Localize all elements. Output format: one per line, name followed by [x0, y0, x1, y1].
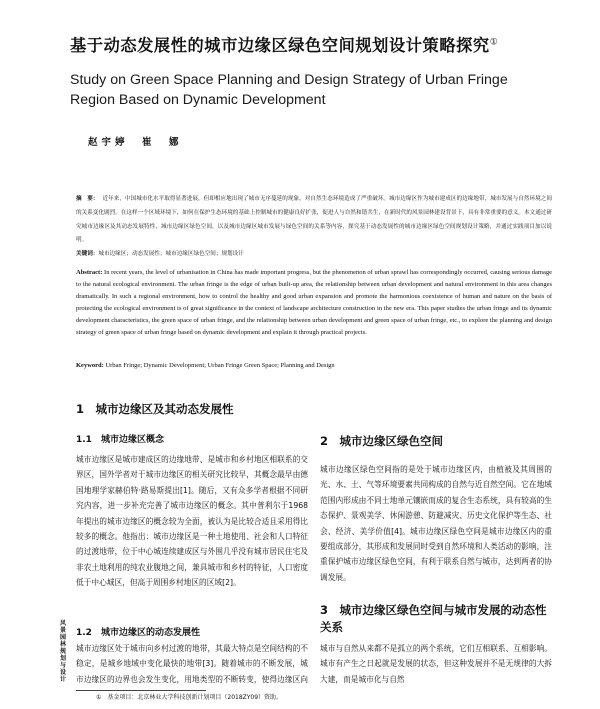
keywords-cn-text: 城市边缘区；动态发展性；城市边缘区绿色空间；规划设计 — [98, 251, 244, 257]
footnote-divider — [76, 690, 206, 691]
abstract-cn — [76, 193, 552, 248]
abstract-en-label: Abstract: — [76, 269, 103, 276]
section-3-text: 城市与自然从来都不是孤立的两个系统，它们互相联系、互相影响。城市有产生之日起就是发展的状态，但这种发展并不是无规律的大拆大建，而是城市化与自然 — [320, 644, 552, 684]
keywords-cn-label: 关键词： — [76, 251, 99, 257]
abstract-cn-label: 摘 要： — [76, 196, 99, 202]
abstract-en-text: In recent years, the level of urbanisation in China has made important progress, but the phenomenon of urban sprawl has correspondingly occurred, causing serious damage to the natural ecological environment. The urban fringe is the edge of urban built-up area, the relationship between urban development and natural environment in this area changes dramatically. In such a regional environment, how to control the healthy and good urban expansion and promote the harmonious coexistence of human and nature on the basis of protecting the ecological environment is of great significance in the context of landscape architecture construction in the new era. This paper studies the urban fringe and its dynamic development characteristics, the green space of urban fringe, and the relationship between urban development and green space of urban fringe, etc., to explore the planning and design strategy of green space of urban fringe based on dynamic development and explain it through practical projects. — [76, 269, 553, 336]
title-footnote-mark: ① — [489, 37, 499, 48]
section-2-heading: 2 城市边缘区绿色空间 — [320, 434, 444, 448]
section-1-2-text: 城市边缘区处于城市向乡村过渡的地带，其最大特点是空间结构的不稳定，是城乡地域中变化最快的地带[3]。随着城市的不断发展，城市边缘区的边界也会发生变化，用地类型的不断转变，使得边缘区向 — [76, 644, 308, 684]
journal-section-label: 风景园林规划与设计 — [60, 620, 67, 683]
footnote: ① 基金项目：北京林业大学科技创新计划项目（2018ZY09）资助。 — [96, 694, 283, 701]
abstract-en — [76, 267, 552, 338]
authors: 赵宇婷 崔 娜 — [88, 137, 183, 148]
keywords-en-label: Keyword: — [76, 362, 104, 369]
paper-title-cn: 基于动态发展性的城市边缘区绿色空间规划设计策略探究① — [70, 36, 499, 55]
section-3-heading: 3 城市边缘区绿色空间与城市发展的动态性关系 — [320, 603, 547, 634]
paper-title-en: Study on Green Space Planning and Design Strategy of Urban Fringe Region Based on Dynamic Development — [70, 72, 508, 108]
section-1-1-text: 城市边缘区是城市建成区的边缘地带、是城市和乡村地区相联系的交界区，国外学者对于城市边缘区的相关研究比较早，其概念最早由德国地理学家赫伯特·路易斯提出[1]。随后，又有众多学者根据不同研究内容，进一步补充完善了城市边缘区的概念。其中普利尔于1968年提出的城市边缘区的概念较为全面，被认为是比较合适且采用得比较多的概念。他指出：城市边缘区是一种土地使用、社会和人口特征的过渡地带，位于中心城连续建成区与外围几乎没有城市居民住宅及非农土地利用的纯农业腹地之间，兼具城市和乡村的特征，人口密度低于中心城区，但高于周围乡村地区的区域[2]。 — [76, 455, 308, 588]
keywords-cn — [76, 248, 552, 262]
section-1-heading: 1 城市边缘区及其动态发展性 — [76, 402, 234, 416]
abstract-cn-text: 近年来，中国城市化水平取得显著进展，但却相应地出现了城市无序蔓延的现象，对自然生态环境造成了严重破坏。城市边缘区作为城市建成区的边缘地带，城市发展与自然环境之间的关系变化剧烈。在这样一个区域环境下，如何在保护生态环境的基础上控制城市的健康良好扩张，促进人与自然和谐共生，在新时代的风景园林建设背景下，具有非常重要的意义。本文通过研究城市边缘区及其动态发展特性，城市边缘区绿色空间，以及城市边缘区城市发展与绿色空间的关系等内容，探究基于动态发展性的城市边缘区绿色空间规划设计策略，并通过实践项目加以说明。 — [76, 196, 552, 244]
section-1-2-heading: 1.2 城市边缘区的动态发展性 — [76, 628, 200, 638]
section-2-text: 城市边缘区绿色空间指的是处于城市边缘区内，由植被及其周围的光、水、土、气等环境要素共同构成的自然与近自然空间。它在地域范围内形成由不同土地单元镶嵌而成的复合生态系统，具有较高的生态保护、景观美学、休闲游憩、防避减灾、历史文化保护等生态、社会、经济、美学价值[4]。城市边缘区绿色空间是城市边缘区内的重要组成部分，其形成和发展同时受到自然环境和人类活动的影响，注重保护城市边缘区绿色空间，有利于联系自然与城市，达到两者的协调发展。 — [320, 465, 552, 582]
keywords-en-text: Urban Fringe; Dynamic Development; Urban Fringe Green Space; Planning and Design — [105, 362, 335, 369]
keywords-en — [76, 360, 552, 372]
section-1-1-heading: 1.1 城市边缘区概念 — [76, 435, 164, 445]
